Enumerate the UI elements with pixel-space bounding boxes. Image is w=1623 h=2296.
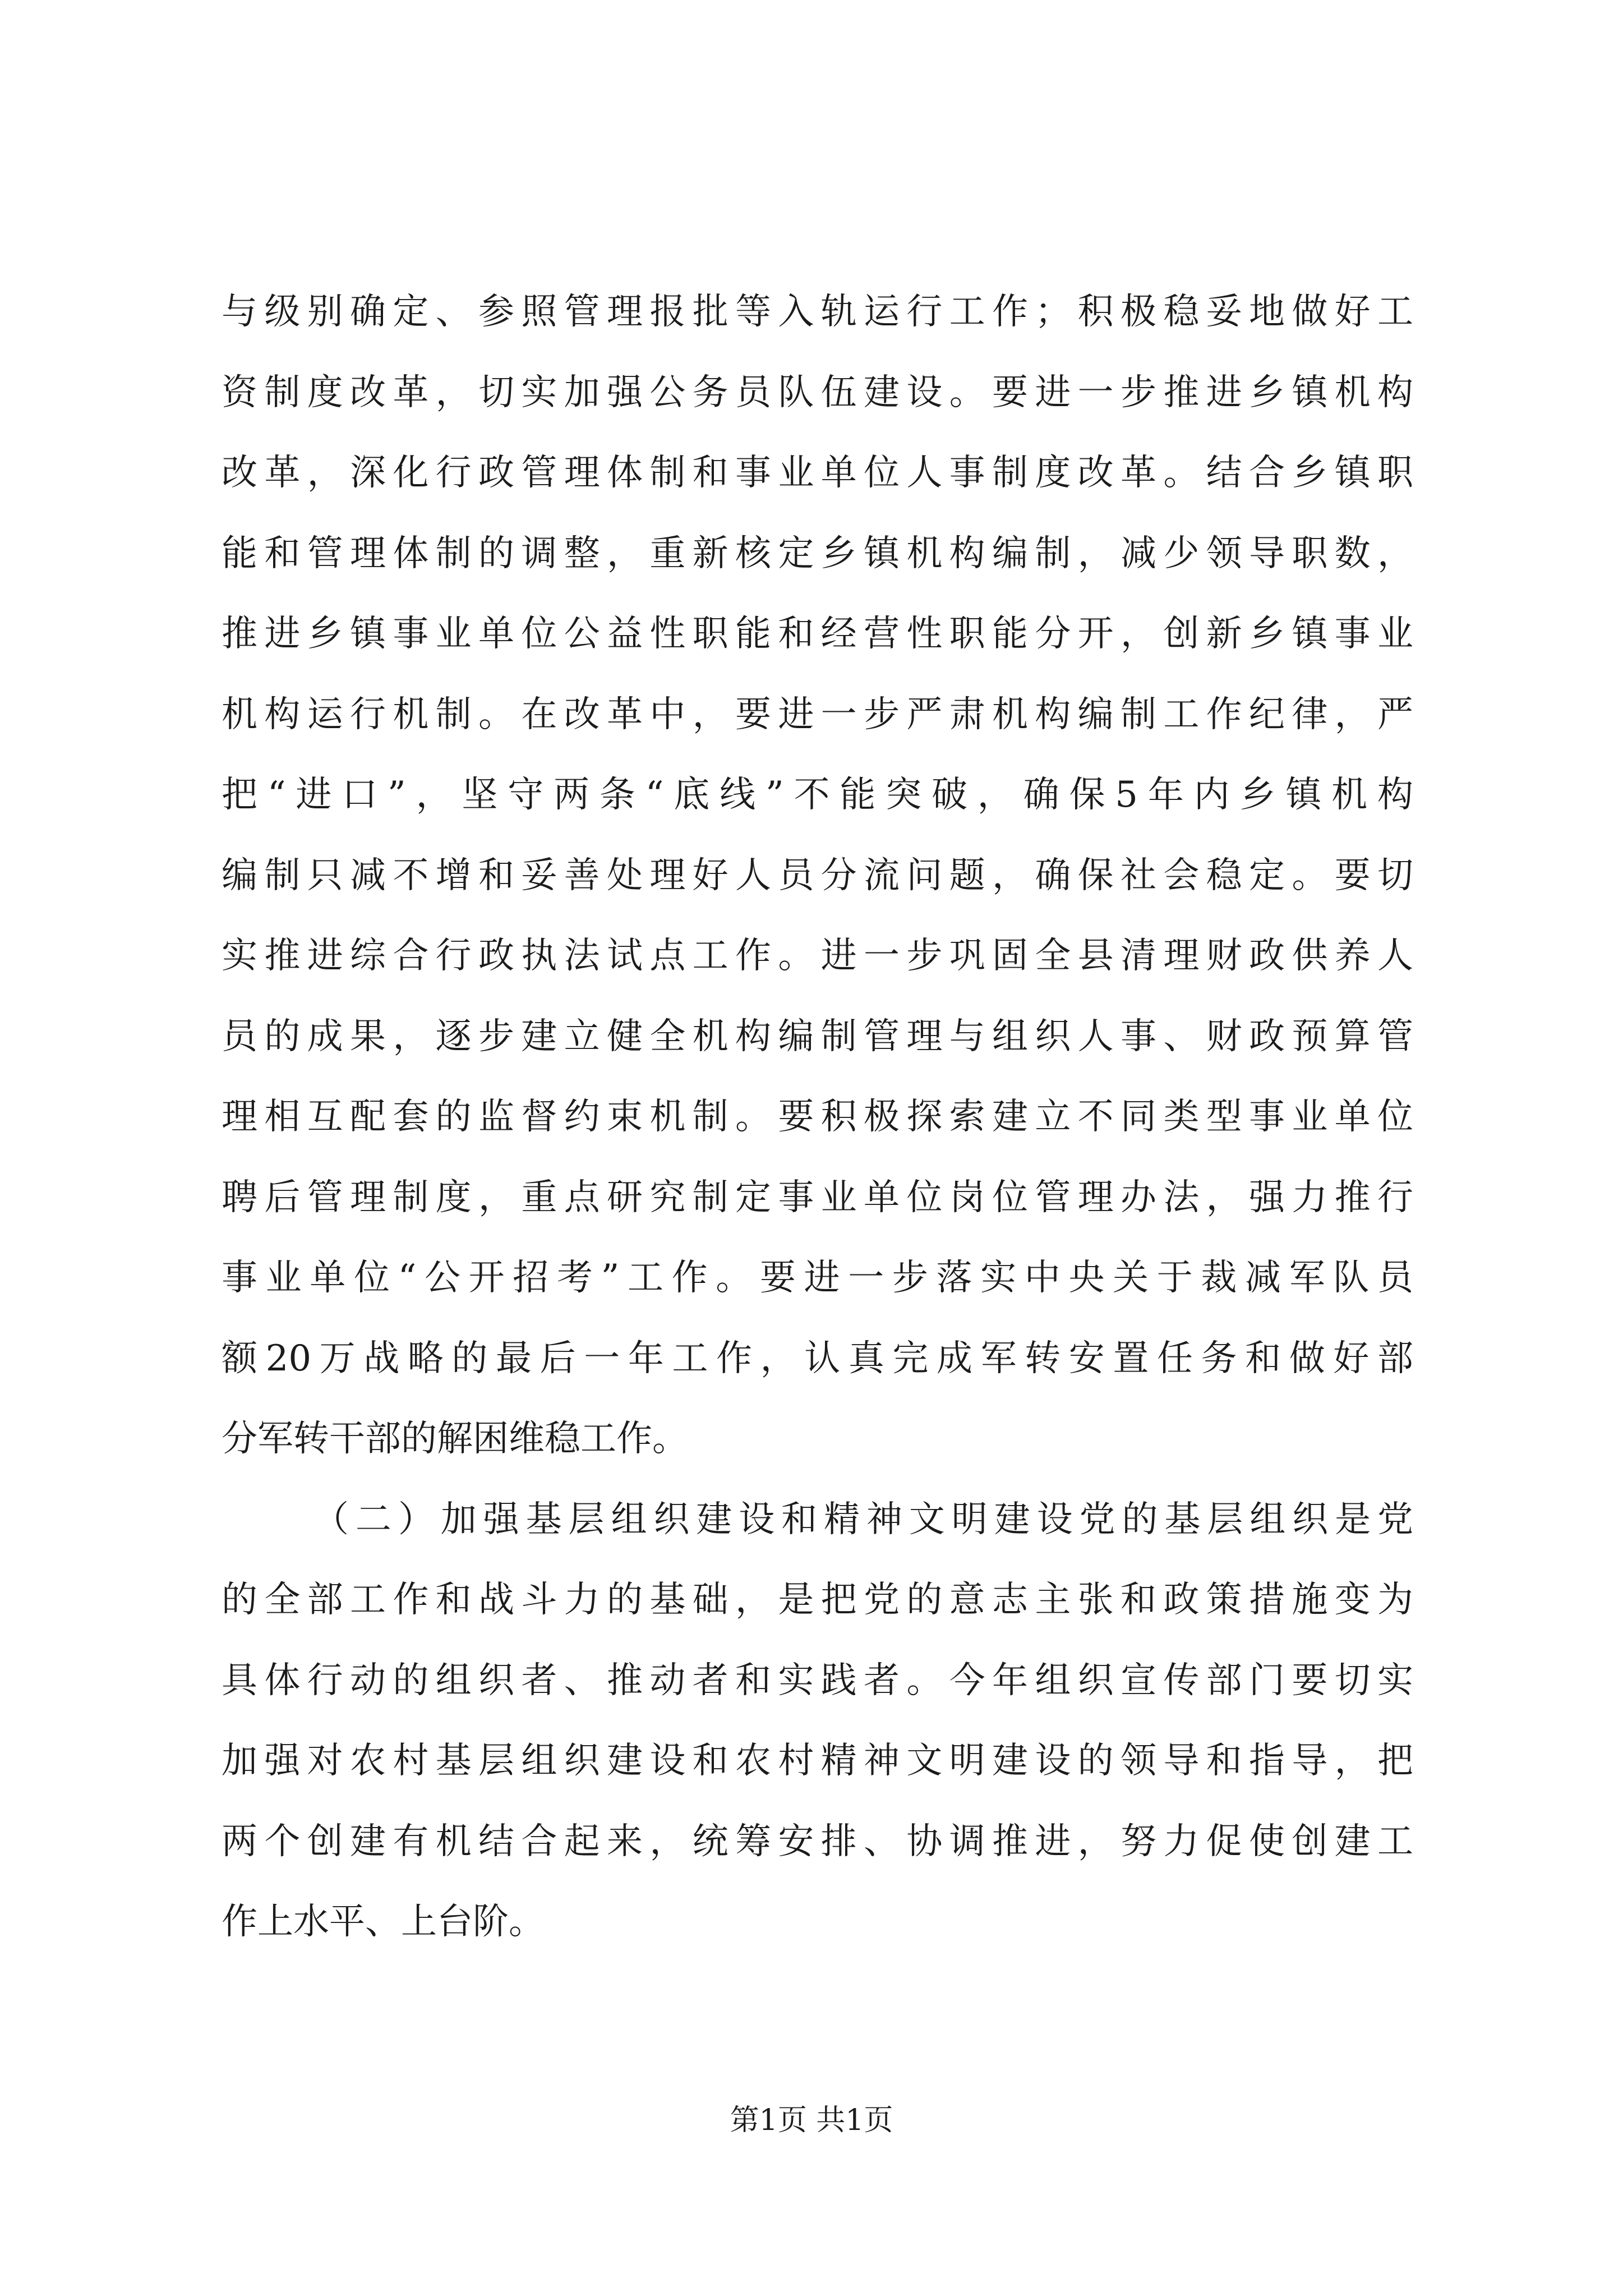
text-line: 机构运行机制。在改革中，要进一步严肃机构编制工作纪律，严 (222, 693, 1413, 735)
text-line: 能和管理体制的调整，重新核定乡镇机构编制，减少领导职数， (222, 532, 1413, 574)
text-line: 加强对农村基层组织建设和农村精神文明建设的领导和指导，把 (222, 1740, 1413, 1782)
text-line: 推进乡镇事业单位公益性职能和经营性职能分开，创新乡镇事业 (222, 613, 1413, 655)
text-line: 事业单位“公开招考”工作。要进一步落实中央关于裁减军队员 (222, 1257, 1413, 1299)
text-line: 员的成果，逐步建立健全机构编制管理与组织人事、财政预算管 (222, 1015, 1413, 1057)
text-line: 实推进综合行政执法试点工作。进一步巩固全县清理财政供养人 (222, 935, 1413, 977)
text-line: 把“进口”，坚守两条“底线”不能突破，确保5年内乡镇机构 (222, 774, 1413, 816)
text-line: 分军转干部的解困维稳工作。 (222, 1418, 688, 1460)
text-line: 的全部工作和战斗力的基础，是把党的意志主张和政策措施变为 (222, 1579, 1413, 1621)
text-line: 两个创建有机结合起来，统筹安排、协调推进，努力促使创建工 (222, 1820, 1413, 1862)
section-heading-line: （二）加强基层组织建设和精神文明建设党的基层组织是党 (313, 1498, 1413, 1540)
text-line: 资制度改革，切实加强公务员队伍建设。要进一步推进乡镇机构 (222, 371, 1413, 413)
text-line: 与级别确定、参照管理报批等入轨运行工作；积极稳妥地做好工 (222, 291, 1413, 333)
text-line: 具体行动的组织者、推动者和实践者。今年组织宣传部门要切实 (222, 1659, 1413, 1701)
text-line: 聘后管理制度，重点研究制定事业单位岗位管理办法，强力推行 (222, 1176, 1413, 1218)
text-line: 额20万战略的最后一年工作，认真完成军转安置任务和做好部 (222, 1337, 1413, 1379)
text-line: 作上水平、上台阶。 (222, 1901, 545, 1943)
text-line: 理相互配套的监督约束机制。要积极探索建立不同类型事业单位 (222, 1096, 1413, 1138)
text-line: 改革，深化行政管理体制和事业单位人事制度改革。结合乡镇职 (222, 452, 1413, 494)
page-number-footer: 第1页 共1页 (730, 2104, 893, 2137)
body-text (222, 272, 1413, 1963)
text-line: 编制只减不增和妥善处理好人员分流问题，确保社会稳定。要切 (222, 854, 1413, 896)
